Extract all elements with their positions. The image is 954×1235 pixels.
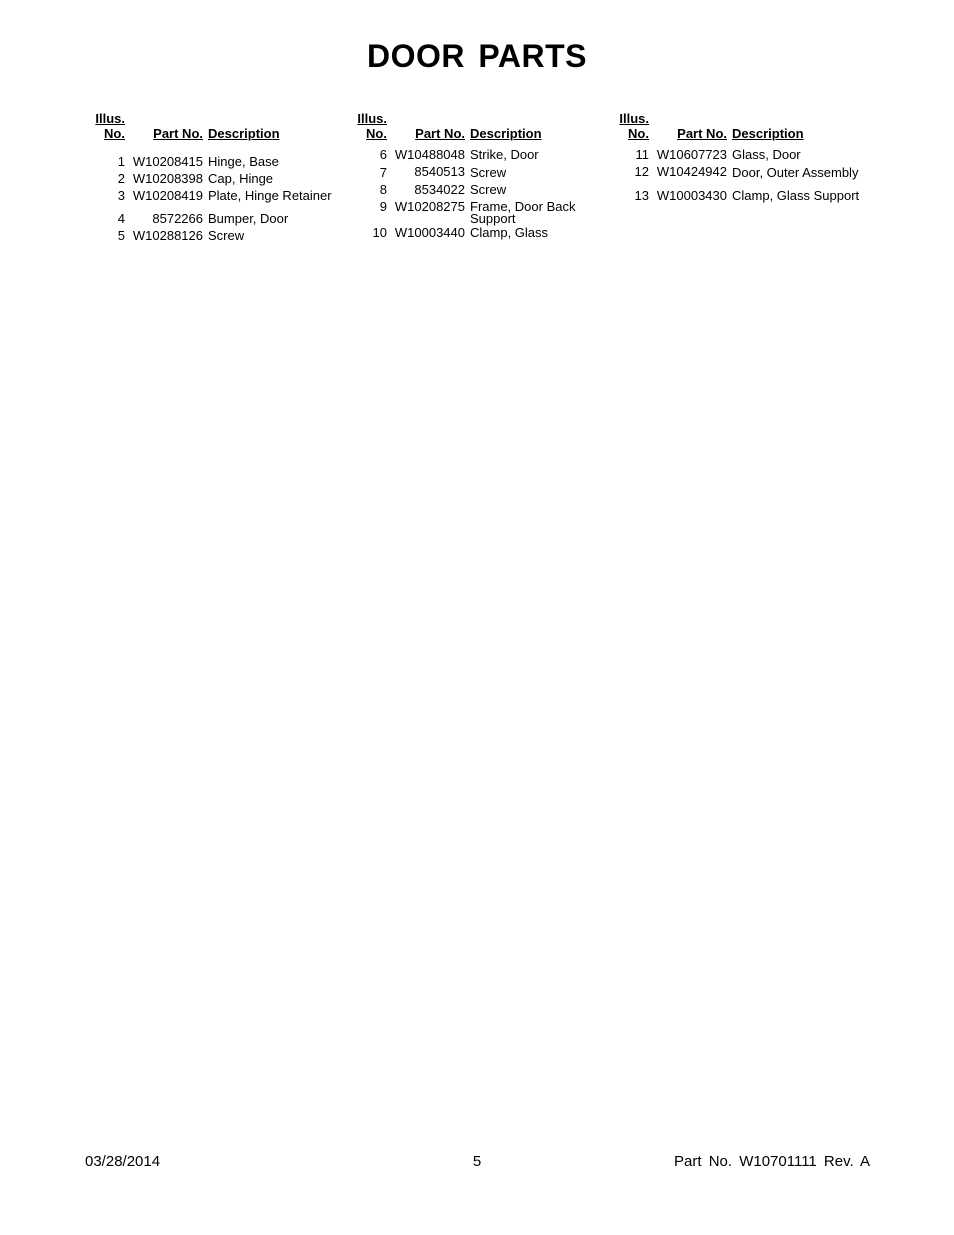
part-number: W10424942 xyxy=(656,164,727,179)
part-number: W10208275 xyxy=(394,199,465,214)
description-header: Description xyxy=(732,126,804,141)
illus-no-header: Illus. No. xyxy=(619,111,649,141)
part-number: W10208415 xyxy=(132,154,203,169)
illus-number: 10 xyxy=(372,225,387,240)
illus-number: 12 xyxy=(634,164,649,179)
part-number: 8534022 xyxy=(414,182,465,197)
illus-no-header: Illus. No. xyxy=(95,111,125,141)
page-title: DOOR PARTS xyxy=(367,38,587,74)
illus-number: 13 xyxy=(634,188,649,203)
part-description: Clamp, Glass xyxy=(470,225,549,240)
footer-date: 03/28/2014 xyxy=(85,1153,161,1170)
illus-number: 9 xyxy=(379,199,387,214)
illus-number: 7 xyxy=(379,165,387,180)
illus-number: 6 xyxy=(379,147,387,162)
part-description: Clamp, Glass Support xyxy=(732,188,860,203)
part-no-header: Part No. xyxy=(153,126,203,141)
illus-no-header: Illus. No. xyxy=(357,111,387,141)
part-description: Screw xyxy=(470,165,507,180)
footer-part-revision: Part No. W10701111 Rev. A xyxy=(674,1153,870,1170)
part-description: Screw xyxy=(208,228,245,243)
part-description: Hinge, Base xyxy=(208,154,279,169)
description-header: Description xyxy=(470,126,542,141)
part-description: Plate, Hinge Retainer xyxy=(208,188,332,203)
part-number: W10003440 xyxy=(394,225,465,240)
part-description: Door, Outer Assembly xyxy=(732,165,859,180)
part-number: W10208398 xyxy=(132,171,203,186)
part-number: W10208419 xyxy=(132,188,203,203)
part-number: W10003430 xyxy=(656,188,727,203)
illus-number: 2 xyxy=(117,171,125,186)
part-number: 8572266 xyxy=(152,211,203,226)
part-no-header: Part No. xyxy=(677,126,727,141)
part-number: W10607723 xyxy=(656,147,727,162)
description-header: Description xyxy=(208,126,280,141)
part-description: Cap, Hinge xyxy=(208,171,274,186)
part-no-header: Part No. xyxy=(415,126,465,141)
part-number: W10288126 xyxy=(132,228,203,243)
illus-number: 5 xyxy=(117,228,125,243)
part-description: Strike, Door xyxy=(470,147,539,162)
illus-number: 3 xyxy=(117,188,125,203)
part-number: 8540513 xyxy=(414,164,465,179)
part-description: Frame, Door Back Support xyxy=(470,199,576,226)
illus-number: 1 xyxy=(117,154,125,169)
part-description: Bumper, Door xyxy=(208,211,289,226)
part-number: W10488048 xyxy=(394,147,465,162)
illus-number: 4 xyxy=(117,211,125,226)
illus-number: 11 xyxy=(635,147,649,162)
part-description: Screw xyxy=(470,182,507,197)
footer-page-number: 5 xyxy=(472,1153,482,1170)
illus-number: 8 xyxy=(379,182,387,197)
part-description: Glass, Door xyxy=(732,147,801,162)
